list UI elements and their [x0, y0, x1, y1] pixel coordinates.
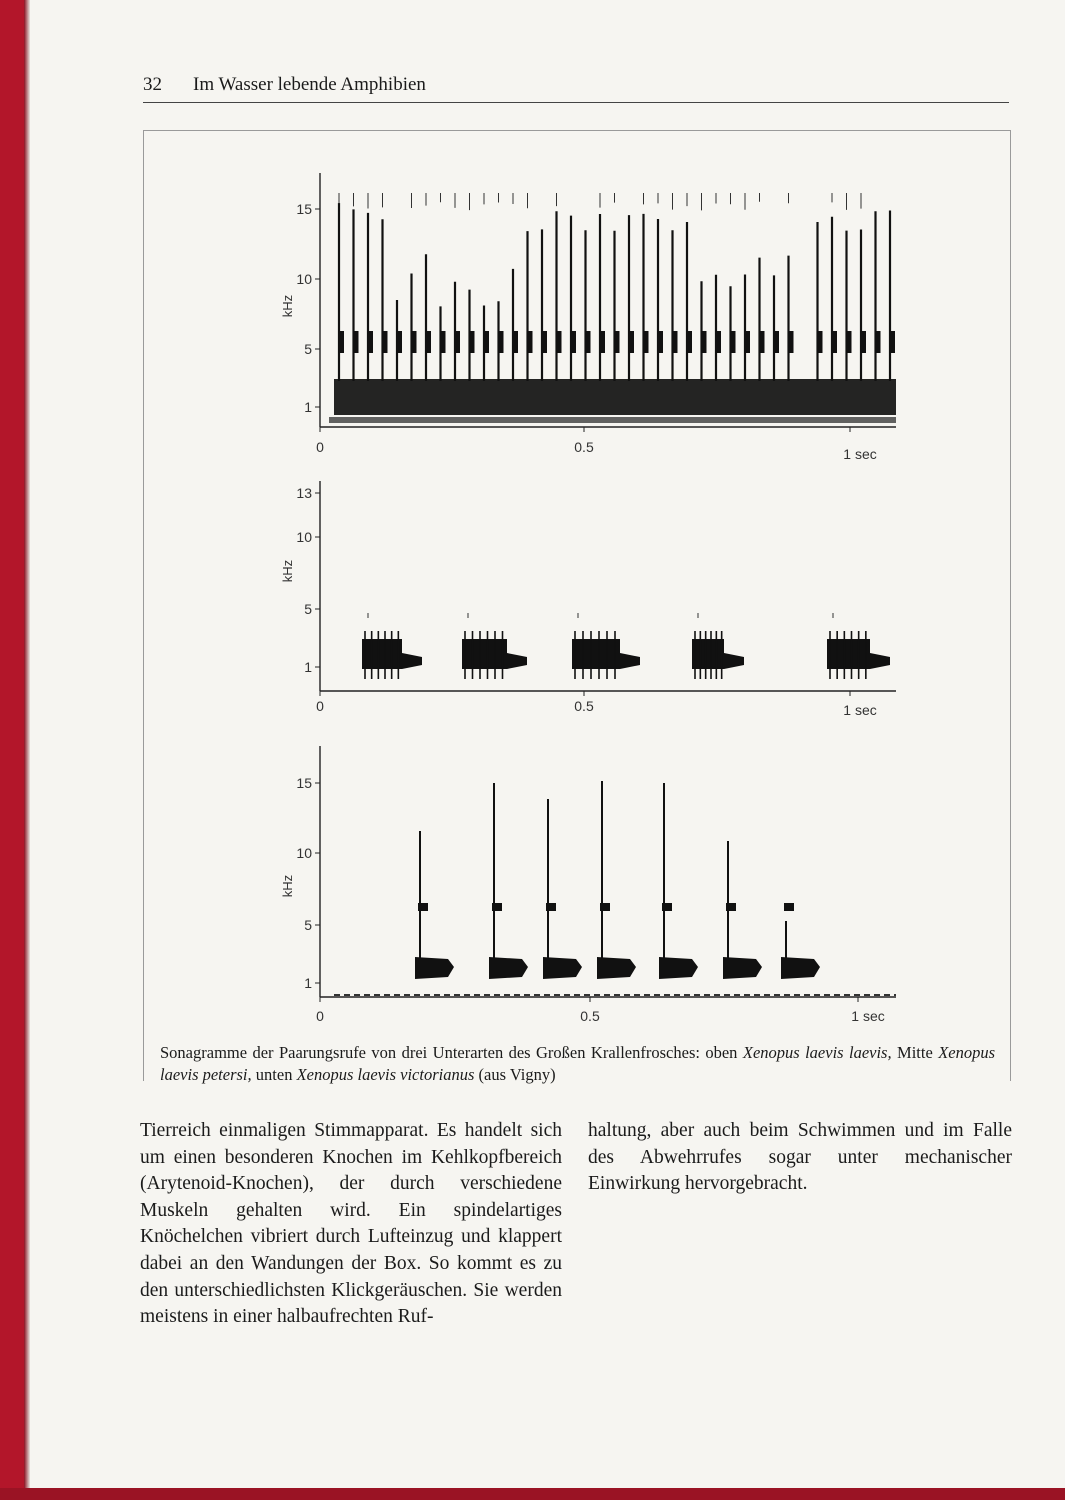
x-tick-label: 0 [316, 698, 324, 714]
call-burst [462, 639, 507, 669]
caption-mid-1: Mitte [891, 1043, 939, 1062]
pulse-mid-harmonic [744, 331, 750, 353]
book-spine-edge [0, 0, 24, 1500]
pulse-mid-harmonic [628, 331, 634, 353]
pulse-mid-harmonic [498, 331, 504, 353]
burst-tail [724, 653, 744, 669]
pulse-mid-harmonic [367, 331, 373, 353]
caption-mid-2: unten [251, 1065, 297, 1084]
caption-species-3: Xenopus laevis victorianus [296, 1065, 475, 1084]
y-tick-label: 1 [304, 659, 312, 675]
call-burst [362, 639, 402, 669]
x-tick-label: 1 sec [843, 446, 877, 462]
pulse-mid-harmonic [599, 331, 605, 353]
call-burst [572, 639, 620, 669]
pulse-mid-harmonic [454, 331, 460, 353]
pulse-mid-harmonic [773, 331, 779, 353]
y-axis-label: kHz [280, 874, 295, 898]
caption-prefix: Sonagramme der Paarungsrufe von drei Unterarten des Großen Krallenfrosches: oben [160, 1043, 743, 1062]
pulse-mid-harmonic [657, 331, 663, 353]
call-burst [827, 639, 870, 669]
pulse-mid-harmonic [396, 331, 402, 353]
low-band [334, 379, 896, 415]
x-tick-label: 1 sec [851, 1008, 885, 1024]
pulse-mid-harmonic [353, 331, 359, 353]
body-column-left [140, 1118, 562, 1331]
low-formant [597, 957, 636, 979]
ground-noise [329, 417, 896, 423]
pulse-mid-harmonic [541, 331, 547, 353]
mid-formant [492, 903, 502, 911]
low-formant [659, 957, 698, 979]
pulse-mid-harmonic [425, 331, 431, 353]
figure-caption [160, 1042, 995, 1086]
y-tick-label: 10 [296, 271, 312, 287]
pulse-mid-harmonic [889, 331, 895, 353]
low-formant [543, 957, 582, 979]
mid-formant [726, 903, 736, 911]
pulse-mid-harmonic [817, 331, 823, 353]
burst-tail [507, 653, 527, 669]
pulse-mid-harmonic [469, 331, 475, 353]
pulse-mid-harmonic [382, 331, 388, 353]
pulse-mid-harmonic [715, 331, 721, 353]
mid-formant [600, 903, 610, 911]
y-axis-label: kHz [280, 559, 295, 583]
pulse-mid-harmonic [411, 331, 417, 353]
pulse-mid-harmonic [759, 331, 765, 353]
pulse-mid-harmonic [338, 331, 344, 353]
low-formant [489, 957, 528, 979]
y-axis-label: kHz [280, 294, 295, 318]
running-title: Im Wasser lebende Amphibien [193, 74, 426, 95]
burst-tail [620, 653, 640, 669]
y-tick-label: 15 [296, 775, 312, 791]
mid-formant [546, 903, 556, 911]
sonagram-bottom [280, 746, 896, 1024]
y-tick-label: 5 [304, 917, 312, 933]
pulse-mid-harmonic [846, 331, 852, 353]
sonagram-top [280, 173, 896, 462]
pulse-mid-harmonic [831, 331, 837, 353]
sonagram-figure [144, 131, 1010, 1081]
mid-formant [662, 903, 672, 911]
call-burst [692, 639, 724, 669]
pulse-mid-harmonic [570, 331, 576, 353]
figure-frame [143, 130, 1011, 1081]
pulse-mid-harmonic [788, 331, 794, 353]
pulse-mid-harmonic [672, 331, 678, 353]
pulse-mid-harmonic [614, 331, 620, 353]
pulse-mid-harmonic [643, 331, 649, 353]
body-paragraph-left: Tierreich einmaligen Stimmapparat. Es handelt sich um einen besonderen Knochen im Kehlkopfbereich (Arytenoid-Knochen), der durch verschiedene Muskeln gehalten wird. Ein spindelartiges Knöchelchen vibriert durch Lufteinzug und klappert dabei an den Wandungen der Box. So kommt es zu den unterschiedlichsten Klickgeräuschen. Sie werden meistens in einer halbaufrechten Ruf- [140, 1120, 562, 1328]
x-tick-label: 0 [316, 1008, 324, 1024]
body-paragraph-right: haltung, aber auch beim Schwimmen und im Falle des Abwehrrufes sogar unter mechanischer Einwirkung hervorgebracht. [588, 1120, 1012, 1195]
running-header [143, 72, 1009, 103]
book-bottom-edge [0, 1488, 1065, 1500]
page-number: 32 [143, 74, 162, 95]
y-tick-label: 1 [304, 975, 312, 991]
y-tick-label: 15 [296, 201, 312, 217]
body-column-right [588, 1118, 1012, 1198]
y-tick-label: 5 [304, 341, 312, 357]
y-tick-label: 5 [304, 601, 312, 617]
x-tick-label: 0.5 [574, 698, 594, 714]
pulse-mid-harmonic [556, 331, 562, 353]
page-gutter-shadow [24, 0, 30, 1500]
y-tick-label: 1 [304, 399, 312, 415]
low-formant [723, 957, 762, 979]
pulse-mid-harmonic [512, 331, 518, 353]
low-formant [415, 957, 454, 979]
y-tick-label: 10 [296, 529, 312, 545]
caption-species-2: Xenopus laevis petersi, [160, 1043, 996, 1084]
mid-formant [418, 903, 428, 911]
pulse-mid-harmonic [527, 331, 533, 353]
y-tick-label: 13 [296, 485, 312, 501]
mid-formant [784, 903, 794, 911]
x-tick-label: 0.5 [574, 439, 594, 455]
pulse-mid-harmonic [860, 331, 866, 353]
sonagram-middle [280, 481, 896, 718]
pulse-mid-harmonic [585, 331, 591, 353]
x-tick-label: 1 sec [843, 702, 877, 718]
pulse-mid-harmonic [701, 331, 707, 353]
burst-tail [870, 653, 890, 669]
caption-species-1: Xenopus laevis laevis, [742, 1043, 892, 1062]
pulse-mid-harmonic [730, 331, 736, 353]
pulse-mid-harmonic [483, 331, 489, 353]
low-formant [781, 957, 820, 979]
caption-suffix: (aus Vigny) [474, 1065, 556, 1084]
pulse-mid-harmonic [686, 331, 692, 353]
y-tick-label: 10 [296, 845, 312, 861]
pulse-mid-harmonic [440, 331, 446, 353]
x-tick-label: 0.5 [580, 1008, 600, 1024]
pulse-mid-harmonic [875, 331, 881, 353]
burst-tail [402, 653, 422, 669]
x-tick-label: 0 [316, 439, 324, 455]
